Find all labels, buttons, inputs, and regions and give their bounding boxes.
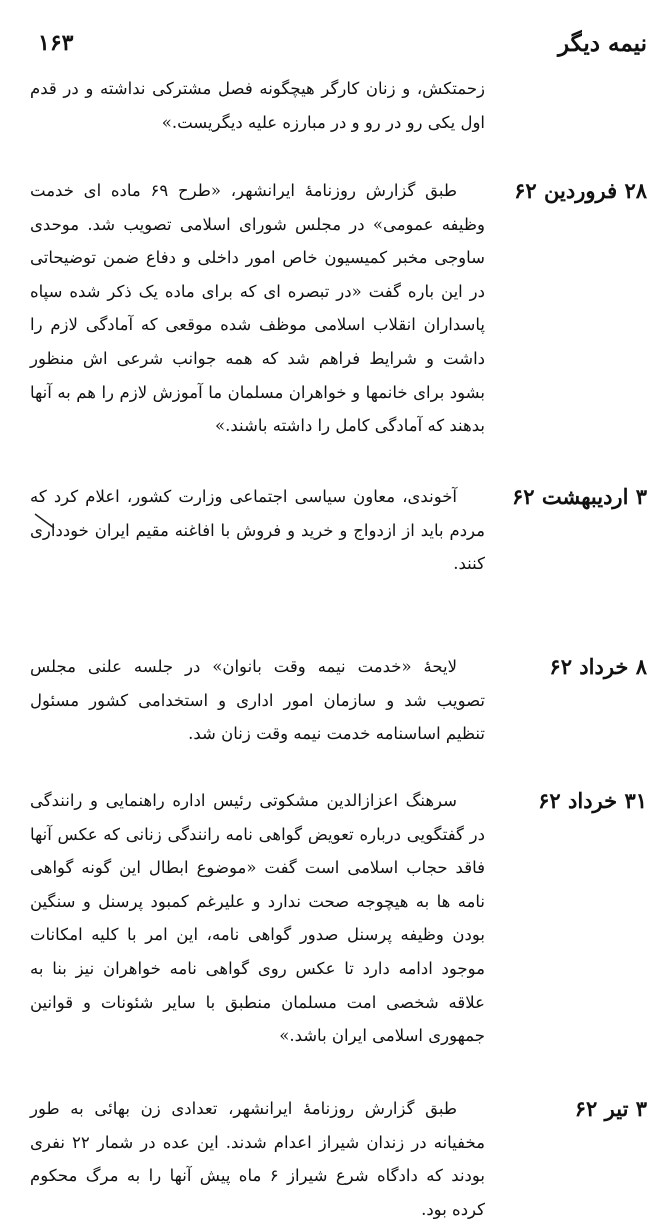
page-number: ۱۶۳ [38, 30, 74, 56]
chronology-entry [30, 784, 647, 1064]
entry-text: طبق گزارش روزنامهٔ ایرانشهر، «طرح ۶۹ ماده ای خدمت وظیفه عمومی» در مجلس شورای اسلامی تصویب شد. موحدی ساوجی مخبر کمیسیون خاص امور داخلی و دفاع ضمن توضیحاتی در این باره گفت «در تبصره ای که برای ماده یک ذکر شده سپاه پاسداران انقلاب اسلامی موظف شده موقعی که آمادگی لازم را داشت و شرایط فراهم شد که همه جوانب شرعی اش منظور بشود برای خانمها و خواهران مسلمان ما آموزش لازم را هم به آنها بدهند که آمادگی کامل را داشته باشند.» [30, 181, 485, 436]
chronology-entry [30, 174, 647, 464]
pen-mark-icon [34, 510, 56, 532]
continuation-text: زحمتکش، و زنان کارگر هیچگونه فصل مشترکی نداشته و در قدم اول یکی رو در رو و در مبارزه علیه دیگریست.» [30, 79, 485, 132]
chronology-entry [30, 1092, 647, 1219]
entry-date: ۳ تیر ۶۲ [574, 1096, 647, 1121]
chronology-entry [30, 480, 647, 590]
running-title: نیمه دیگر [557, 30, 647, 57]
chronology-entry [30, 650, 647, 760]
entry-text: لایحهٔ «خدمت نیمه وقت بانوان» در جلسه علنی مجلس تصویب شد و سازمان امور اداری و استخدامی کشور مسئول تنظیم اساسنامه خدمت نیمه وقت زنان شد. [30, 657, 485, 744]
entry-date: ۸ خرداد ۶۲ [549, 654, 647, 679]
entry-date: ۲۸ فروردین ۶۲ [514, 178, 647, 203]
entry-date: ۳۱ خرداد ۶۲ [538, 788, 647, 813]
continuation-paragraph [30, 72, 647, 142]
entry-text: آخوندی، معاون سیاسی اجتماعی وزارت کشور، اعلام کرد که مردم باید از ازدواج و خرید و فروش با افاغنه مقیم ایران خودداری کنند. [30, 487, 485, 574]
entry-date: ۳ اردیبهشت ۶۲ [511, 484, 647, 509]
page-header [30, 30, 647, 66]
entry-text: طبق گزارش روزنامهٔ ایرانشهر، تعدادی زن بهائی به طور مخفیانه در زندان شیراز اعدام شدند. این عده در شمار ۲۲ نفری بودند که دادگاه شرع شیراز ۶ ماه پیش آنها را به مرگ محکوم کرده بود. [30, 1099, 486, 1219]
entry-text: سرهنگ اعزازالدین مشکوتی رئیس اداره راهنمایی و رانندگی در گفتگویی درباره تعویض گواهی نامه رانندگی زنانی که عکس آنها فاقد حجاب اسلامی است گفت «موضوع ابطال این گونه گواهی نامه ها به هیچوجه صحت ندارد و علیرغم کمبود پرسنل و سنگین بودن وظیفه پرسنل صدور گواهی نامه، این امر با کلیه امکانات موجود ادامه دارد تا عکس روی گواهی نامه خواهران نیز بنا به علاقه شخصی امت مسلمان منطبق با سایر شئونات و قوانین جمهوری اسلامی ایران باشد.» [30, 791, 485, 1046]
